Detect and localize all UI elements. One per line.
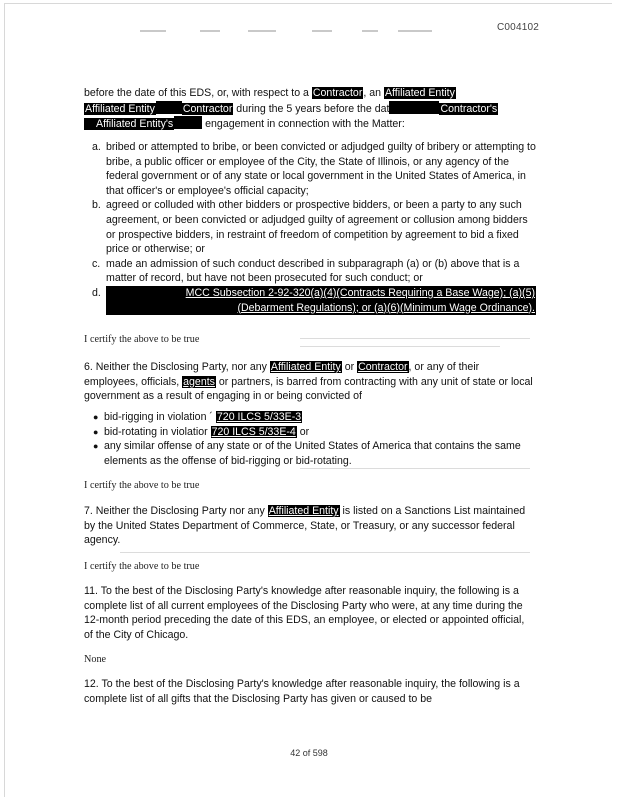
list-marker: c. — [92, 257, 101, 270]
bullet-bid-rigging — [84, 410, 536, 425]
intro-text: before the date of this EDS, or, with respect to a — [84, 87, 312, 99]
redaction-block — [174, 116, 202, 129]
offense-list — [84, 140, 536, 315]
intro-engagement-text: engagement in connection with the Matter: — [202, 118, 405, 131]
bleed-through-line — [300, 468, 530, 469]
list-item-text: agreed or colluded with other bidders or prospective bidders, or been a party to any such agreement, or been convicted or adjudged guilty of agreement or collusion among bidders or prospective bidders, in restraint of freedom of competition by agreement to bid a fixed price or otherwise; or — [106, 199, 528, 256]
list-item-d — [84, 286, 536, 315]
highlight-statute-code: 720 ILCS 5/33E-4 — [211, 425, 296, 438]
section-7-paragraph — [84, 504, 536, 548]
highlight-statute-code: 720 ILCS 5/33E-3 — [216, 411, 302, 423]
bullet-marker: ● — [93, 412, 99, 422]
bleed-through-line — [300, 338, 530, 339]
section-7-text-tail: is listed on a Sanctions List maintained by the United States Department of Commerce, State, or Treasury, or any successor federal agency. — [84, 505, 526, 547]
list-item-b — [84, 198, 536, 256]
highlight-contractor: Contractor — [358, 361, 408, 373]
bullet-text: bid-rotating in violatior — [104, 425, 208, 438]
bullet-marker: ● — [93, 441, 99, 452]
bullet-similar-offense — [84, 439, 536, 468]
section-6-bullets — [84, 410, 536, 468]
redaction-block — [156, 101, 182, 114]
list-item-text: made an admission of such conduct described in subparagraph (a) or (b) above that is a matter of record, but have not been prosecuted for such conduct; or — [106, 257, 520, 285]
section-6-text-tail: or partners, is barred from contracting with any unit of state or local government as a result of engaging in or being convicted of — [84, 375, 533, 403]
section-6-connector: or — [341, 361, 358, 373]
section-12-paragraph — [84, 677, 536, 706]
none-response: None — [84, 654, 107, 665]
list-item-c — [84, 257, 536, 286]
bullet-text: bid-rigging in violation ´ — [104, 411, 213, 423]
document-code: C004102 — [497, 22, 539, 33]
certify-statement-2: I certify the above to be true — [84, 480, 200, 491]
list-marker: a. — [92, 141, 101, 153]
section-12-text: 12. To the best of the Disclosing Party's knowledge after reasonable inquiry, the following is a complete list of all gifts that the Disclosing Party has given or caused to be — [84, 678, 520, 705]
section-11-text: 11. To the best of the Disclosing Party's knowledge after reasonable inquiry, the following is a complete list of all current employees of the Disclosing Party who were, at any time during the 12-month period preceding the date of this EDS, an employee, or elected or appointed official, of the City of Chicago. — [84, 585, 525, 641]
highlight-affiliated-entity: Affiliated Entity — [270, 361, 341, 373]
highlight-contractors: Contractor's — [440, 102, 498, 115]
highlight-affiliated-entity-2: Affiliated Entity — [85, 102, 155, 115]
page-number: 42 of 598 — [290, 748, 328, 758]
highlight-affiliated-entity: Affiliated Entity — [384, 87, 455, 99]
certify-statement-1: I certify the above to be true — [84, 334, 200, 345]
section-7-text: 7. Neither the Disclosing Party nor any — [84, 505, 268, 517]
bullet-bid-rotating — [84, 425, 536, 440]
section-11-paragraph — [84, 584, 536, 642]
highlight-affiliated-entitys: Affiliated Entity's — [84, 118, 174, 130]
section-6-text: 6. Neither the Disclosing Party, nor any — [84, 361, 270, 373]
section-6-paragraph — [84, 360, 536, 404]
bullet-text: any similar offense of any state or of the United States of America that contains the same elements as the offense of bid-rigging or bid-rotating. — [104, 440, 521, 467]
redaction-block — [389, 101, 439, 114]
bullet-text-or: or — [296, 425, 310, 438]
section-6-text-mid: , or any of their employees, officials, — [84, 361, 480, 388]
intro-during-text: during the 5 years before the dat — [233, 102, 390, 115]
intro-connector: , an — [363, 87, 384, 99]
faint-header-marks — [140, 30, 440, 36]
list-item-a — [84, 140, 536, 198]
list-item-text: bribed or attempted to bribe, or been convicted or adjudged guilty of bribery or attempting to bribe, a public officer or employee of the City, the State of Illinois, or any agency of the federal government or of any state or local government in the United States of America, in that officer's or employee's official capacity; — [106, 141, 536, 197]
bullet-marker: ● — [93, 426, 99, 437]
highlight-mcc-subsection: MCC Subsection 2-92-320(a)(4)(Contracts Requiring a Base Wage); (a)(5)(Debarment Regulations); or (a)(6)(Minimum Wage Ordinance). — [106, 286, 536, 315]
highlight-contractor-2: Contractor — [182, 102, 233, 115]
highlight-contractor: Contractor — [312, 87, 363, 99]
intro-paragraph — [84, 86, 536, 132]
certify-statement-3: I certify the above to be true — [84, 561, 200, 572]
bleed-through-line — [120, 552, 530, 553]
highlight-agents: agents — [183, 375, 215, 388]
list-marker: b. — [92, 199, 101, 212]
bleed-through-line — [300, 346, 500, 347]
highlight-affiliated-entity: Affiliated Entity — [268, 505, 339, 517]
list-marker: d. — [92, 286, 101, 299]
